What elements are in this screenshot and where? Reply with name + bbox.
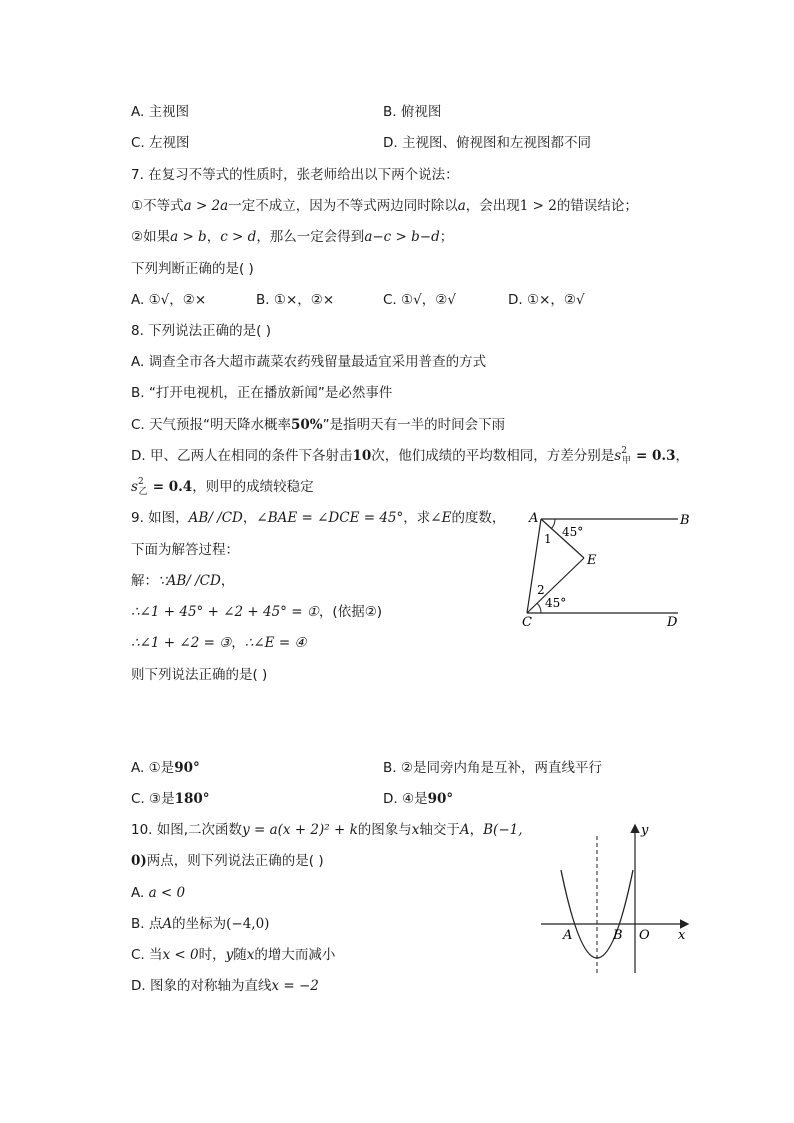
- q9-option-b: B. ②是同旁内角是互补，两直线平行: [383, 760, 602, 776]
- angle-arc-a: [551, 519, 555, 529]
- q6-option-a: A. 主视图: [131, 104, 190, 120]
- q10-option-a: A. a < 0: [131, 885, 186, 901]
- q9-option-c: C. ③是180°: [131, 791, 210, 807]
- q10-figure: [535, 818, 695, 978]
- q8-option-d: D. 甲、乙两人在相同的条件下各射击10次，他们成绩的平均数相同，方差分别是$s^2_甲 = 0.3$，: [131, 446, 689, 466]
- q10-option-c: C. 当x < 0时，y随x的增大而减小: [131, 947, 336, 963]
- angle-label-45-top: 45°: [562, 525, 584, 539]
- q9-option-d: D. ④是90°: [383, 791, 454, 807]
- q9-process-label: 下面为解答过程：: [131, 542, 239, 558]
- angle-label-1: 1: [544, 532, 552, 546]
- q6-option-d: D. 主视图、俯视图和左视图都不同: [383, 135, 591, 151]
- q7-ask: 下列判断正确的是( ): [131, 261, 254, 277]
- angle-arc-c: [537, 603, 541, 613]
- angle-label-2: 2: [537, 583, 545, 597]
- q9-option-a: A. ①是90°: [131, 760, 200, 776]
- q7-option-c: C. ①√，②√: [383, 292, 456, 308]
- segment-ac: [527, 519, 541, 613]
- q8-option-c: C. 天气预报“明天降水概率50%”是指明天有一半的时间会下雨: [131, 417, 506, 433]
- q8-stem: 8. 下列说法正确的是( ): [131, 323, 271, 339]
- label-b: B: [613, 928, 623, 943]
- label-o: O: [639, 928, 650, 943]
- point-label-c: C: [522, 615, 532, 630]
- q7-option-d: D. ①×，②√: [508, 292, 585, 308]
- q6-option-c: C. 左视图: [131, 135, 190, 151]
- q10-option-d: D. 图象的对称轴为直线x = −2: [131, 978, 319, 994]
- q9-solution-line-1: 解：∵AB/ /CD，: [131, 573, 235, 589]
- point-label-e: E: [587, 553, 597, 568]
- q8-option-b: B. “打开电视机，正在播放新闻”是必然事件: [131, 385, 393, 401]
- label-x: x: [678, 928, 686, 943]
- q7-option-a: A. ①√，②×: [131, 292, 207, 308]
- q7-statement-1: ①不等式a > 2a一定不成立，因为不等式两边同时除以a，会出现1 > 2的错误结论；: [131, 198, 638, 214]
- angle-label-45-bottom: 45°: [545, 596, 567, 610]
- point-label-a: A: [529, 511, 539, 526]
- q9-ask: 则下列说法正确的是( ): [131, 667, 268, 683]
- q7-statement-2: ②如果a > b，c > d，那么一定会得到a−c > b−d；: [131, 229, 454, 245]
- q9-stem: 9. 如图，AB/ /CD，∠BAE = ∠DCE = 45°，求∠E的度数，: [131, 510, 506, 526]
- q10-option-b: B. 点A的坐标为(−4,0): [131, 916, 270, 932]
- point-label-d: D: [667, 615, 678, 630]
- q10-stem-line2: 0)两点，则下列说法正确的是( ): [131, 853, 324, 869]
- q8-option-d-line2: $s^2_乙 = 0.4$，则甲的成绩较稳定: [131, 477, 314, 497]
- q9-solution-line-2: ∴∠1 + 45° + ∠2 + 45° = ①，(依据②): [131, 604, 383, 620]
- point-label-b: B: [680, 513, 690, 528]
- q7-stem: 7. 在复习不等式的性质时，张老师给出以下两个说法：: [131, 167, 459, 183]
- q7-option-b: B. ①×，②×: [256, 292, 335, 308]
- q9-figure: [515, 506, 705, 631]
- q8-option-a: A. 调查全市各大超市蔬菜农药残留量最适宜采用普查的方式: [131, 354, 487, 370]
- label-y: y: [641, 823, 649, 838]
- label-a: A: [563, 928, 573, 943]
- q9-solution-line-3: ∴∠1 + ∠2 = ③，∴∠E = ④: [131, 635, 307, 651]
- q6-option-b: B. 俯视图: [383, 104, 442, 120]
- q10-stem: 10. 如图,二次函数y = a(x + 2)² + k的图象与x轴交于A，B(−1,: [131, 822, 523, 838]
